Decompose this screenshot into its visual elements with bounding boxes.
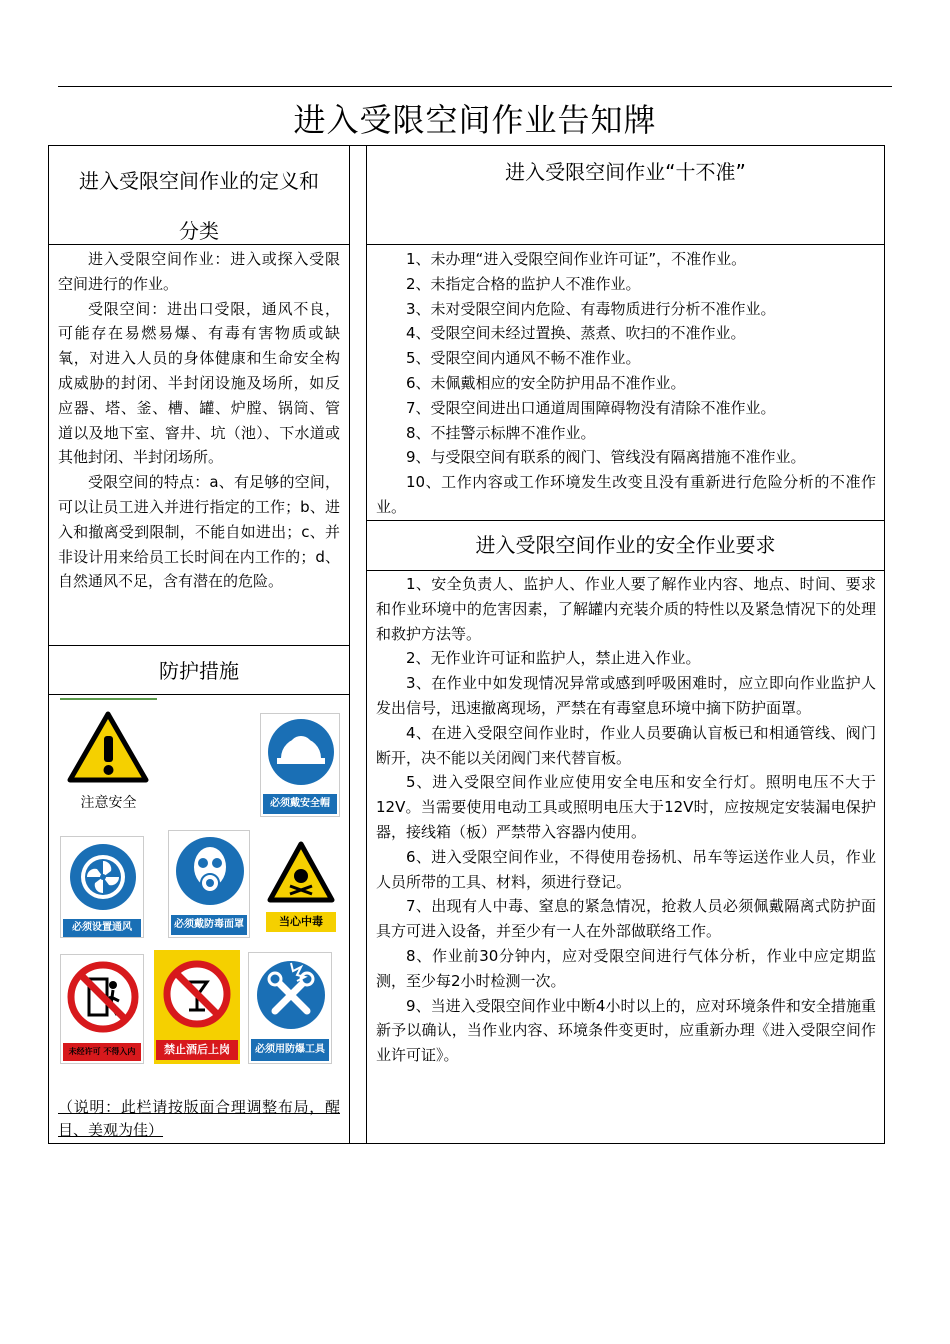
wear-helmet-sign — [260, 713, 340, 817]
rule-item: 10、工作内容或工作环境发生改变且没有重新进行危险分析的不准作业。 — [376, 473, 876, 516]
explosion-proof-tools-sign — [248, 952, 332, 1064]
right-rule-1 — [366, 244, 885, 245]
layout-note: （说明：此栏请按版面合理调整布局，醒目、美观为佳） — [58, 1098, 340, 1139]
right-rule-3 — [366, 570, 885, 571]
rule-item: 8、不挂警示标牌不准作业。 — [406, 423, 596, 442]
tools-icon — [249, 953, 333, 1039]
no-drinking-sign — [154, 950, 240, 1064]
caution-safety-label: 注意安全 — [80, 795, 137, 811]
rule-item: 4、受限空间未经过置换、蒸煮、吹扫的不准作业。 — [406, 324, 746, 343]
no-entry-sign — [60, 954, 144, 1064]
requirement-item: 3、在作业中如发现情况异常或感到呼吸困难时，应立即向作业监护人发出信号，迅速撤离现场，严禁在有毒窒息环境中摘下防护面罩。 — [376, 674, 876, 717]
no-entry-icon — [61, 955, 145, 1041]
left-rule-2 — [48, 645, 350, 646]
explosion-proof-tools-label: 必须用防爆工具 — [251, 1039, 329, 1061]
rule-item: 9、与受限空间有联系的阀门、管线没有隔离措施不准作业。 — [406, 448, 806, 467]
wear-helmet-label: 必须戴安全帽 — [263, 794, 337, 814]
rule-item: 2、未指定合格的监护人不准作业。 — [406, 274, 641, 293]
requirement-item: 4、在进入受限空间作业时，作业人员要确认盲板已和相通管线、阀门断开，决不能以关闭阀门来代替盲板。 — [376, 723, 876, 767]
rule-item: 5、受限空间内通风不畅不准作业。 — [406, 349, 641, 368]
rule-item: 1、未办理“进入受限空间作业许可证”，不准作业。 — [406, 250, 747, 268]
requirement-item: 9、当进入受限空间作业中断4小时以上的，应对环境条件和安全措施重新予以确认，当作业内容、环境条件变更时，应重新办理《进入受限空间作业许可证》。 — [376, 996, 876, 1065]
requirement-item: 7、出现有人中毒、窒息的紧急情况，抢救人员必须佩戴隔离式防护面具方可进入设备，并至少有一人在外部做联络工作。 — [376, 897, 876, 941]
right-rule-2 — [366, 520, 885, 521]
top-rule — [58, 86, 892, 87]
poison-sign — [266, 838, 336, 936]
column-divider-inner — [366, 145, 367, 1144]
helmet-icon — [261, 714, 341, 792]
requirement-item: 6、进入受限空间作业，不得使用卷扬机、吊车等运送作业人员，作业人员所带的工具、材料，须进行登记。 — [376, 847, 876, 891]
page-title: 进入受限空间作业告知牌 — [293, 101, 657, 139]
definition-heading-line2: 分类 — [179, 219, 219, 243]
rule-item: 7、受限空间进出口通道周围障碍物没有清除不准作业。 — [406, 398, 776, 417]
no-drinking-label: 禁止酒后上岗 — [156, 1040, 238, 1060]
protection-heading: 防护措施 — [159, 659, 239, 683]
requirements-heading: 进入受限空间作业的安全作业要求 — [475, 533, 776, 557]
gas-mask-sign — [168, 830, 250, 938]
requirement-item: 2、无作业许可证和监护人，禁止进入作业。 — [406, 649, 701, 668]
left-rule-3 — [48, 694, 350, 695]
caution-safety-sign — [60, 698, 157, 815]
requirements-list — [376, 572, 876, 1068]
definition-paragraph: 受限空间的特点：a、有足够的空间，可以让员工进入并进行指定的工作；b、进入和撤离受到限制，不能自如进出；c、并非设计用来给员工长时间在内工作的；d、自然通风不足，含有潜在的危险。 — [58, 473, 340, 591]
definition-heading — [50, 156, 348, 256]
gas-mask-label: 必须戴防毒面罩 — [171, 915, 247, 935]
no-entry-label: 未经许可 不得入内 — [63, 1043, 141, 1061]
rule-item: 3、未对受限空间内危险、有毒物质进行分析不准作业。 — [406, 299, 776, 318]
ventilation-sign — [60, 836, 144, 938]
gas-mask-icon — [169, 831, 251, 913]
fan-icon — [61, 837, 145, 917]
poison-label: 当心中毒 — [266, 912, 336, 932]
ten-rules-list — [376, 247, 876, 520]
poison-triangle-icon — [266, 838, 336, 908]
ventilation-label: 必须设置通风 — [63, 919, 141, 937]
no-alcohol-icon — [154, 950, 240, 1036]
requirement-item: 1、安全负责人、监护人、作业人要了解作业内容、地点、时间、要求和作业环境中的危害因素，了解罐内充装介质的特性以及紧急情况下的处理和救护方法等。 — [376, 575, 876, 643]
definition-heading-line1: 进入受限空间作业的定义和 — [79, 169, 319, 193]
rule-item: 6、未佩戴相应的安全防护用品不准作业。 — [406, 373, 686, 392]
warning-triangle-icon — [60, 700, 157, 790]
requirement-item: 8、作业前30分钟内，应对受限空间进行气体分析，作业中应定期监测，至少每2小时检测一次。 — [376, 946, 876, 990]
definition-paragraph: 受限空间：进出口受限，通风不良，可能存在易燃易爆、有毒有害物质或缺氧，对进入人员的身体健康和生命安全构成威胁的封闭、半封闭设施及场所，如反应器、塔、釜、槽、罐、炉膛、锅筒、管道以及地下室、窨井、坑（池）、下水道或其他封闭、半封闭场所。 — [58, 299, 340, 467]
definition-paragraph: 进入受限空间作业：进入或探入受限空间进行的作业。 — [58, 250, 340, 293]
ten-rules-heading: 进入受限空间作业“十不准” — [505, 160, 746, 184]
definition-body — [58, 247, 340, 594]
requirement-item: 5、进入受限空间作业应使用安全电压和安全行灯。照明电压不大于12V。当需要使用电动工具或照明电压大于12V时，应按规定安装漏电保护器，接线箱（板）严禁带入容器内使用。 — [376, 773, 876, 841]
